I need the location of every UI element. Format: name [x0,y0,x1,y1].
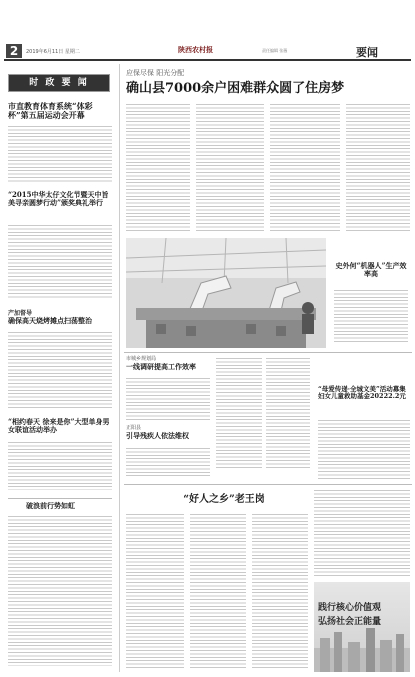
left-article-4-title: “相约春天 徐来是你”大型单身男女联谊活动举办 [8,417,110,435]
mid-article-2-body [126,448,210,478]
feature-body-col-1 [126,514,184,670]
left-article-5-title: 破浪前行势如虹 [26,501,75,510]
mid-article-1-kicker: 市城乡规划局 [126,356,157,362]
left-column [6,64,116,672]
editor-line: 责任编辑 张薇 [262,48,288,53]
left-article-2-body [8,225,112,299]
feature-body-col-3 [252,514,308,670]
section-name: 要闻 [356,46,378,59]
factory-robot-photo [126,238,326,348]
left-article-3-title: 确保高天烧烤摊点扫荡整治 [8,316,92,325]
date-line: 2019年6月11日 星期二 [26,49,80,55]
mid-article-2-title: 引导残疾人依法维权 [126,431,189,440]
photo-caption-body [334,290,408,342]
masthead-rule [4,59,411,61]
feature-body-col-2 [190,514,246,670]
news-banner-text: 时 政 要 闻 [29,78,89,88]
right-article-title: “母爱传递·全城文美”活动募集妇女儿童救助基金20222.2元 [318,385,406,401]
lead-body-col-1 [126,104,190,232]
lead-body-col-2 [196,104,264,232]
page-number: 2 [6,44,22,58]
lead-body-col-4 [346,104,410,232]
masthead [0,0,415,62]
left-article-3-body [8,332,112,408]
ad-line-2: 弘扬社会正能量 [318,617,382,627]
feature-divider [124,484,412,485]
brand-logo: 陕西农村报 [178,45,213,54]
right-article-body [318,420,410,480]
mid-col-2-body [216,358,262,468]
news-banner [8,74,110,92]
left-article-3-kicker: 产加督导 [8,310,33,317]
factory-robot-illustration [126,238,326,348]
ad-line-1: 践行核心价值观 [318,603,382,613]
left-article-2-title: “2015中华太仔文化节暨天中旨美寻亲圆梦行动”颁奖典礼举行 [8,190,109,208]
left-article-1-title: 市直教育体育系统“体彩杯”第五届运动会开幕 [8,101,93,121]
lead-kicker: 应保尽保 阳光分配 [126,69,185,77]
lead-title: 确山县7000余户困难群众圆了住房梦 [126,81,345,96]
left-article-1-body [8,126,112,182]
column-divider-1 [119,64,120,672]
mid-article-1-title: 一线调研提高工作效率 [126,362,196,371]
left-divider [8,498,112,499]
left-article-4-body [8,442,112,490]
mid-divider [124,352,412,353]
city-skyline-graphic [314,628,410,672]
feature-body-col-4 [314,490,410,576]
mid-article-2-kicker: 正阳县 [126,425,142,431]
photo-caption-title: 史外何“机器人”生产效率高 [335,261,407,279]
public-service-ad [314,582,410,672]
mid-col-3-body [266,358,310,468]
feature-title: “好人之乡”老王岗 [183,494,265,505]
mid-article-1-body [126,378,210,420]
left-article-5-body [8,516,112,666]
lead-body-col-3 [270,104,340,232]
